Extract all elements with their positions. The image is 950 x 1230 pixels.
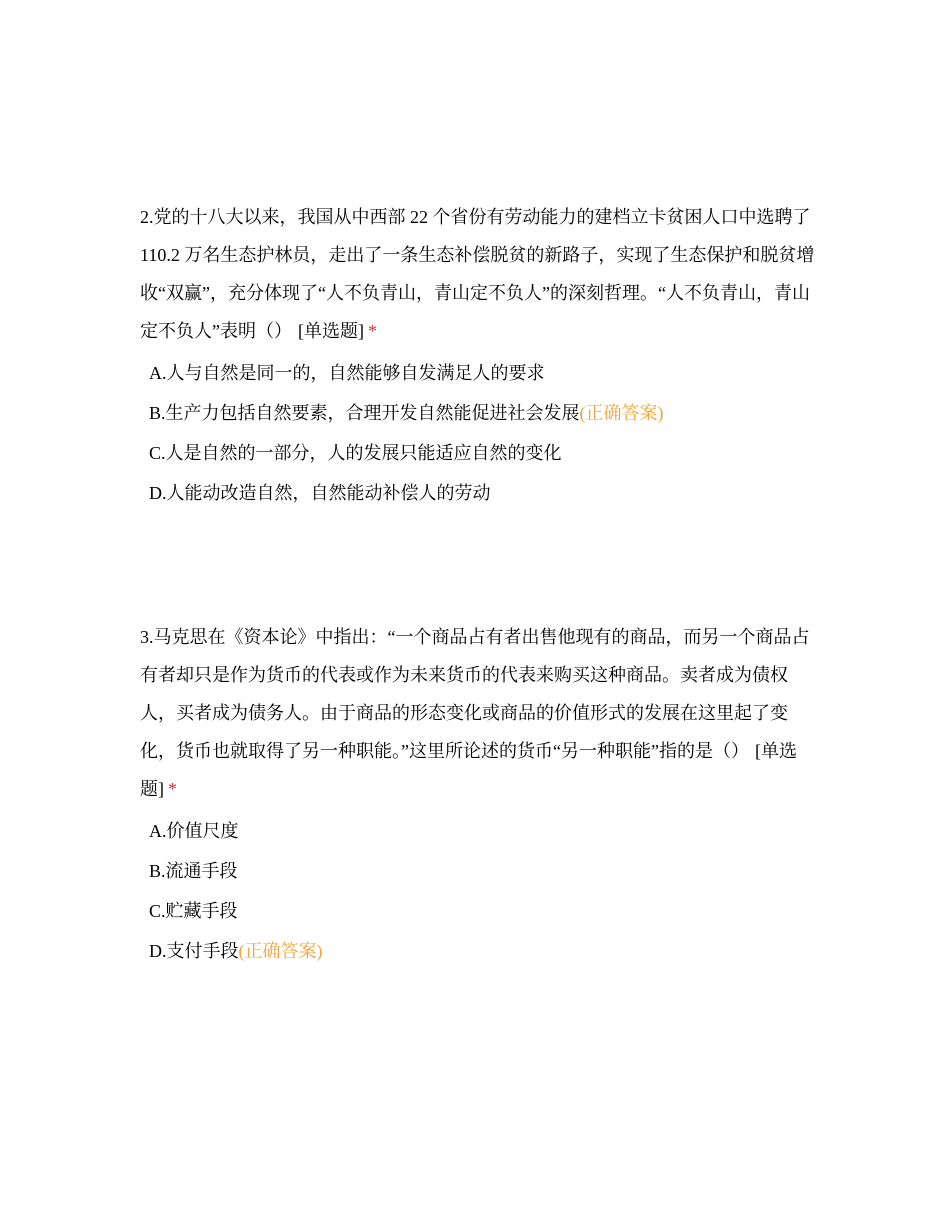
option-c[interactable] bbox=[149, 896, 820, 936]
option-a[interactable] bbox=[149, 358, 820, 398]
option-text: A.人与自然是同一的，自然能够自发满足人的要求 bbox=[149, 363, 545, 383]
question-text: 2.党的十八大以来，我国从中西部 22 个省份有劳动能力的建档立卡贫困人口中选聘了 110.2 万名生态护林员，走出了一条生态补偿脱贫的新路子，实现了生态保护和脱贫增收“双赢”，充分体现了“人不负青山，青山定不负人”的深刻哲理。“人不负青山，青山定不负人”表明（） bbox=[140, 207, 815, 341]
option-b[interactable] bbox=[149, 856, 820, 896]
question-stem bbox=[140, 198, 820, 350]
question-2 bbox=[140, 198, 820, 518]
required-mark: * bbox=[168, 779, 177, 799]
question-3 bbox=[140, 618, 820, 976]
option-c[interactable] bbox=[149, 438, 820, 478]
question-type-label: [单选题] bbox=[140, 741, 797, 799]
option-text: B.流通手段 bbox=[149, 861, 238, 881]
option-list bbox=[140, 358, 820, 518]
option-d[interactable] bbox=[149, 936, 820, 976]
question-stem bbox=[140, 618, 820, 808]
question-text: 3.马克思在《资本论》中指出：“一个商品占有者出售他现有的商品，而另一个商品占有者却只是作为货币的代表或作为未来货币的代表来购买这种商品。卖者成为债权人，买者成为债务人。由于商品的形态变化或商品的价值形式的发展在这里起了变化，货币也就取得了另一种职能。”这里所论述的货币“另一种职能”指的是（） bbox=[140, 627, 810, 761]
correct-answer-tag: (正确答案) bbox=[579, 403, 664, 423]
option-a[interactable] bbox=[149, 816, 820, 856]
option-text: D.人能动改造自然，自然能动补偿人的劳动 bbox=[149, 483, 491, 503]
option-text: C.贮藏手段 bbox=[149, 901, 238, 921]
option-text: A.价值尺度 bbox=[149, 821, 239, 841]
option-list bbox=[140, 816, 820, 976]
option-d[interactable] bbox=[149, 478, 820, 518]
question-type-label: [单选题] bbox=[298, 321, 364, 341]
required-mark: * bbox=[368, 321, 377, 341]
option-text: D.支付手段 bbox=[149, 941, 239, 961]
correct-answer-tag: (正确答案) bbox=[238, 941, 323, 961]
option-text: B.生产力包括自然要素，合理开发自然能促进社会发展 bbox=[149, 403, 580, 423]
option-text: C.人是自然的一部分，人的发展只能适应自然的变化 bbox=[149, 443, 562, 463]
option-b[interactable] bbox=[149, 398, 820, 438]
